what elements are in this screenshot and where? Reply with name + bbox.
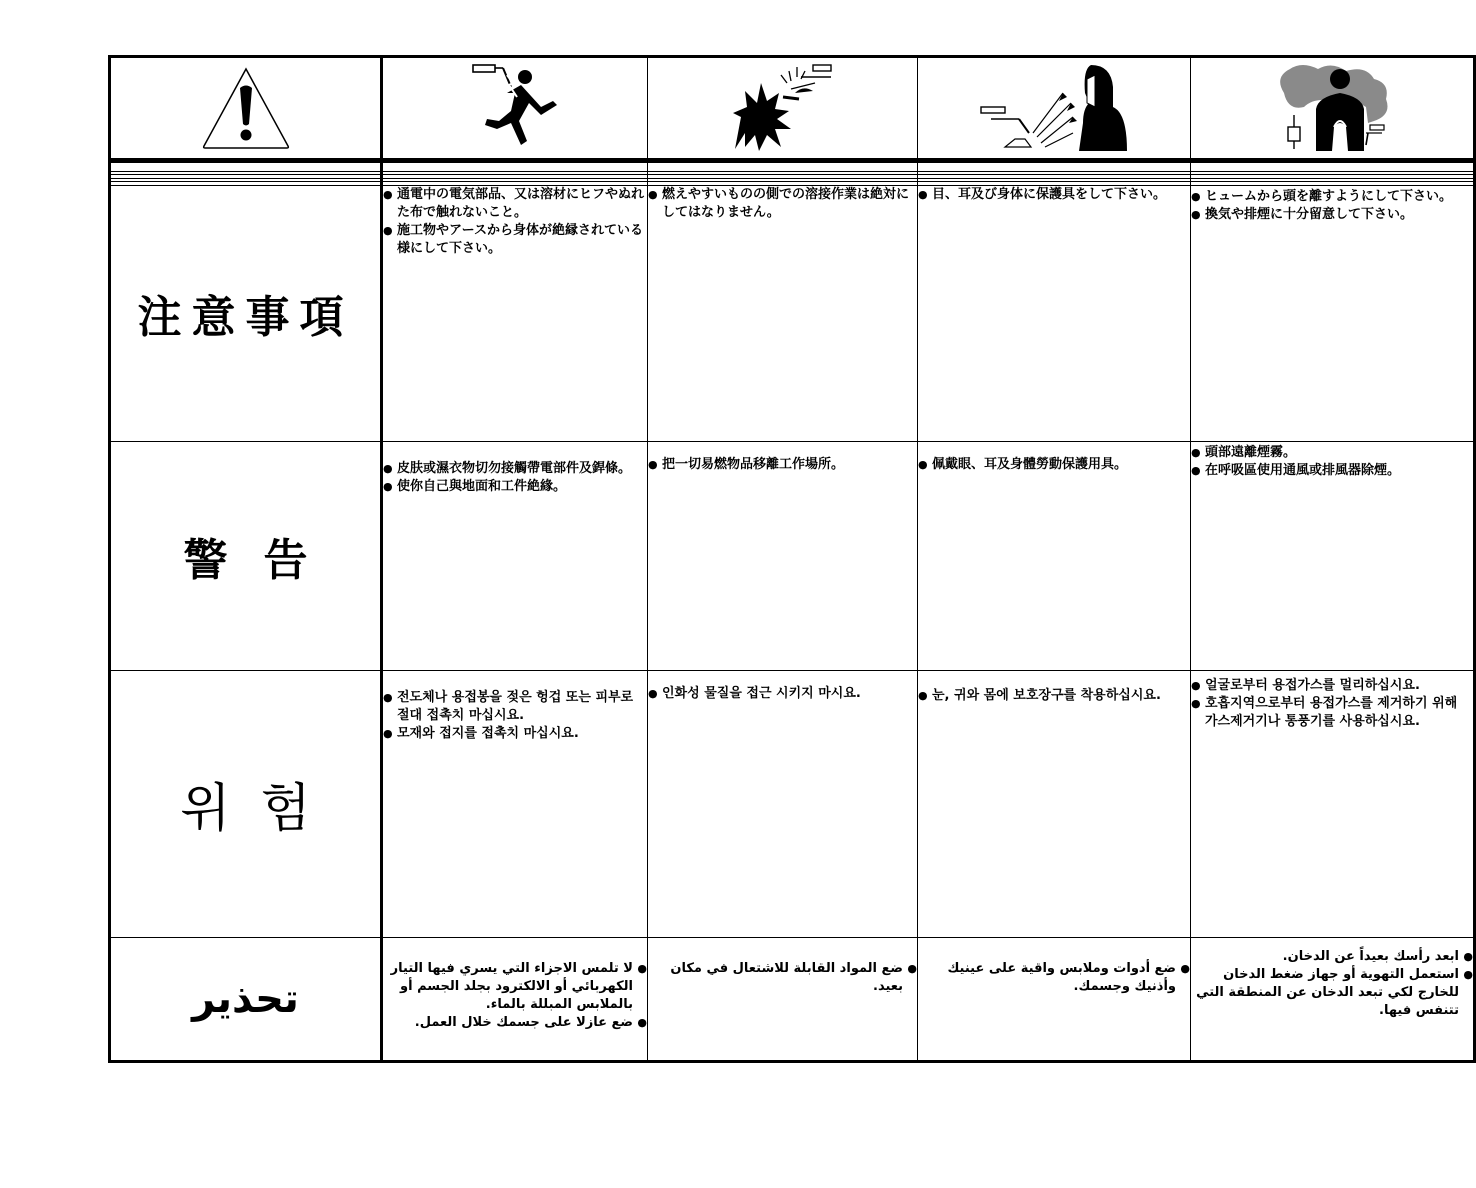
warning-item: ● 目、耳及び身体に保護具をして下さい。 [932, 186, 1190, 204]
language-label: 警告 [110, 442, 382, 671]
safety-warning-sheet [108, 55, 1476, 1063]
warning-item: ● 호흡지역으로부터 용접가스를 제거하기 위해 가스제거기나 통풍기를 사용하십시요. [1205, 695, 1473, 731]
language-label: تحذير [110, 938, 382, 1062]
warning-item: ● 얼굴로부터 용접가스를 멀리하십시요. [1205, 677, 1473, 695]
warning-item: ● 눈, 귀와 몸에 보호장구를 착용하십시요. [932, 687, 1190, 705]
warning-table [108, 55, 1476, 1063]
warning-cell-fire [648, 185, 918, 442]
warning-cell-shock [382, 938, 648, 1062]
warning-cell-rays [918, 185, 1191, 442]
warning-item: ● 換気や排煙に十分留意して下さい。 [1205, 206, 1473, 224]
warning-item: ● 通電中の電気部品、又は溶材にヒフやぬれた布で触れないこと。 [397, 186, 647, 222]
warning-cell-fumes [1191, 670, 1475, 937]
warning-cell-rays [918, 670, 1191, 937]
icon-cell [110, 57, 382, 161]
warning-item: ● ضع المواد القابلة للاشتعال في مكان بعيد. [648, 960, 903, 996]
warning-cell-shock [382, 185, 648, 442]
warning-item: ● لا تلمس الاجزاء التي يسري فيها التيار الكهربائي أو الالكترود بجلد الجسم أو بالملابس المبللة بالماء. [383, 960, 633, 1014]
warning-item: ● ヒュームから頭を離すようにして下さい。 [1205, 188, 1473, 206]
language-label: 위험 [110, 670, 382, 937]
warning-cell-fire [648, 670, 918, 937]
icon-cell [382, 57, 648, 161]
warning-item: ● 在呼吸區使用通風或排風器除煙。 [1205, 462, 1473, 480]
fumes-icon [1274, 63, 1390, 153]
warning-item: ● 모재와 접지를 접촉치 마십시요. [397, 725, 647, 743]
row-korean [110, 670, 1475, 937]
warning-cell-fire [648, 442, 918, 671]
warning-item: ● 佩戴眼、耳及身體勞動保護用具。 [932, 456, 1190, 474]
fire-explosion-icon [731, 63, 835, 153]
arc-rays-icon [979, 63, 1129, 153]
icon-row [110, 57, 1475, 161]
row-chinese [110, 442, 1475, 671]
warning-cell-rays [918, 442, 1191, 671]
electric-shock-icon [467, 63, 563, 153]
warning-cell-rays [918, 938, 1191, 1062]
warning-item: ● ابعد رأسك بعيداً عن الدخان. [1191, 948, 1459, 966]
row-japanese [110, 185, 1475, 442]
warning-cell-shock [382, 670, 648, 937]
warning-item: ● 皮肤或濕衣物切勿接觸帶電部件及銲條。 [397, 460, 647, 478]
warning-item: ● 施工物やアースから身体が絶縁されている様にして下さい。 [397, 222, 647, 258]
warning-item: ● استعمل التهوية أو جهاز ضغط الدخان للخارج لكي تبعد الدخان عن المنطقة التي تتنفس فيها. [1191, 966, 1459, 1020]
language-label: 注意事項 [110, 185, 382, 442]
warning-item: ● 把一切易燃物品移離工作場所。 [662, 456, 917, 474]
warning-cell-fumes [1191, 185, 1475, 442]
warning-item: ● 燃えやすいものの側での溶接作業は絶対にしてはなりません。 [662, 186, 917, 222]
warning-cell-fire [648, 938, 918, 1062]
warning-cell-fumes [1191, 938, 1475, 1062]
warning-cell-fumes [1191, 442, 1475, 671]
warning-item: ● 使你自己與地面和工件絶緣。 [397, 478, 647, 496]
row-arabic [110, 938, 1475, 1062]
warning-triangle-icon [201, 66, 291, 150]
warning-item: ● ضع أدوات وملابس واقية على عينيك وأذنيك وجسمك. [918, 960, 1176, 996]
warning-item: ● 인화성 물질을 접근 시키지 마시요. [662, 685, 917, 703]
warning-item: ● 頭部遠離煙霧。 [1205, 444, 1473, 462]
warning-item: ● ضع عازلا على جسمك خلال العمل. [383, 1014, 633, 1032]
icon-cell [918, 57, 1191, 161]
warning-item: ● 전도체나 용접봉을 젖은 헝겁 또는 피부로 절대 접촉치 마십시요. [397, 689, 647, 725]
blank-row [110, 161, 1475, 172]
icon-cell [648, 57, 918, 161]
icon-cell [1191, 57, 1475, 161]
warning-cell-shock [382, 442, 648, 671]
